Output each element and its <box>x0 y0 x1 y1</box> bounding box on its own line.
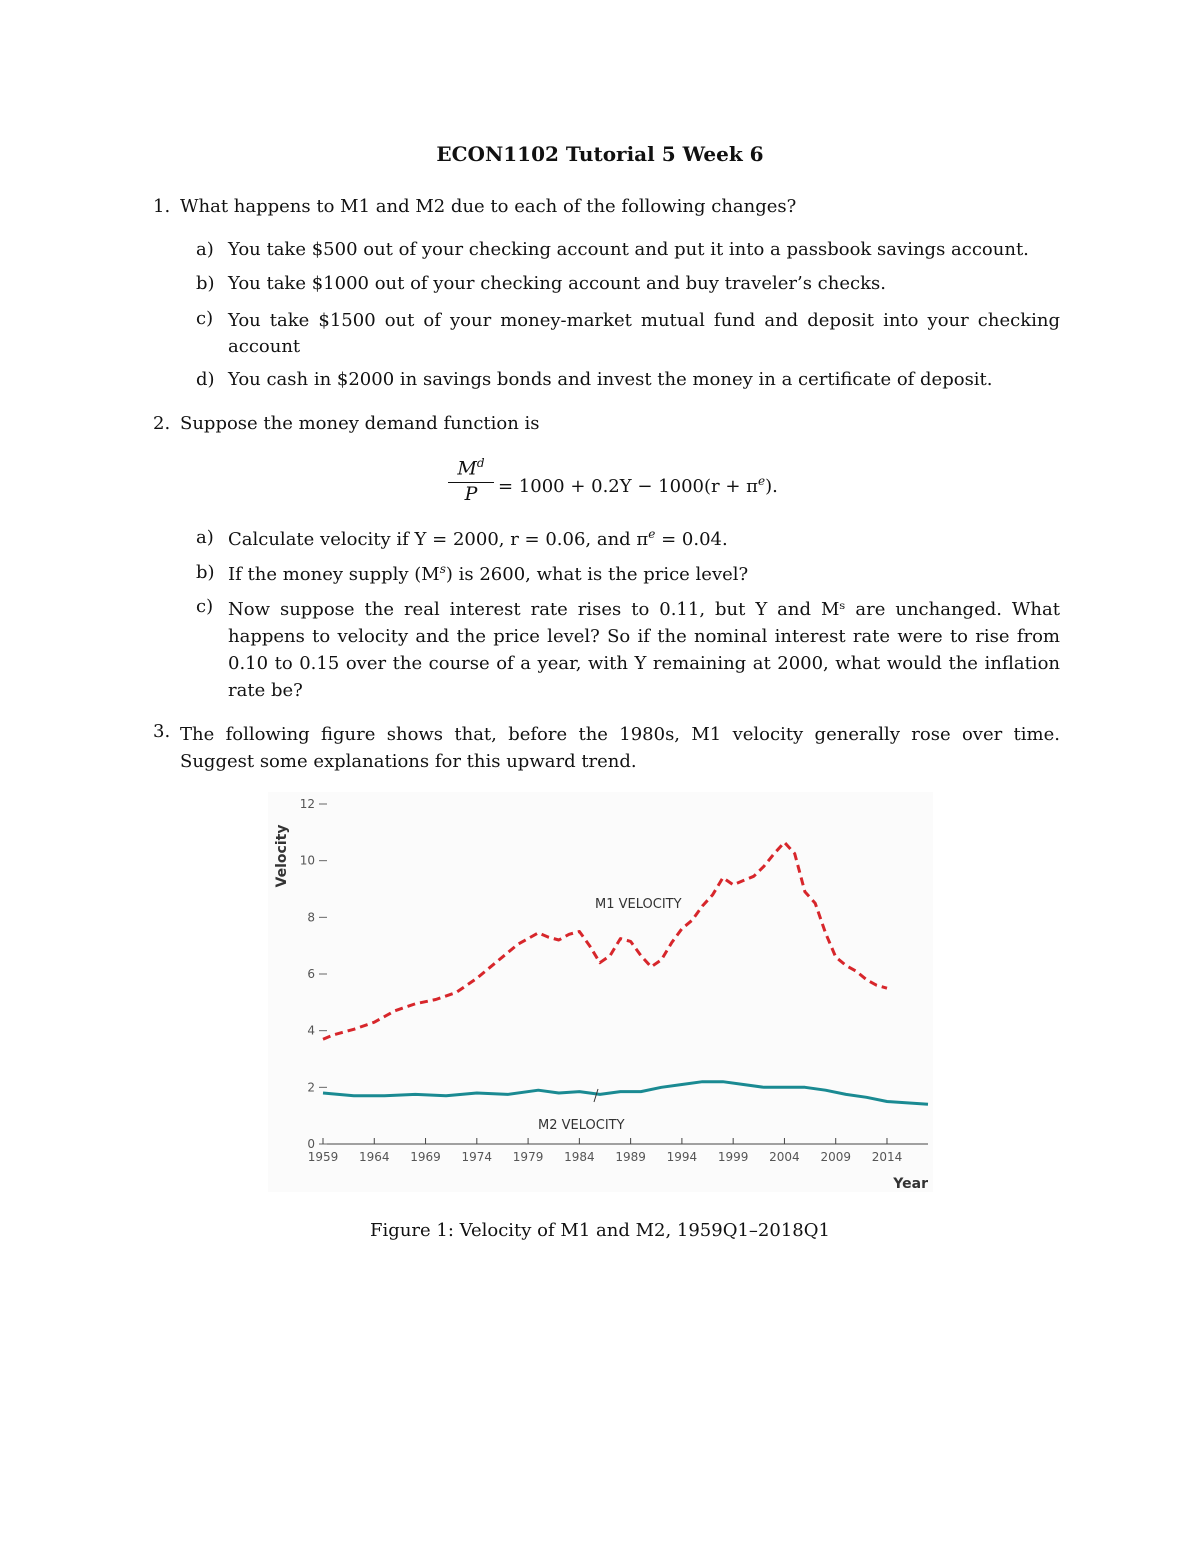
q2-a-label: a) <box>196 527 214 548</box>
x-tick-label: 1984 <box>564 1150 595 1164</box>
m1-series-label: M1 VELOCITY <box>595 897 682 912</box>
q1-a-label: a) <box>196 239 214 260</box>
question-1-number: 1. <box>153 196 171 217</box>
q2-b-text: If the money supply $(M^s)$ is 2600, what is the price level? <box>228 562 749 585</box>
x-tick-label: 1974 <box>461 1150 493 1164</box>
x-tick-label: 1989 <box>615 1150 646 1164</box>
q2-c-text: Now suppose the real interest rate rises to 0.11, but Y and Mˢ are unchanged. What happens to velocity and the price level? So if the nominal interest rate were to rise from 0.10 to 0.15 over the course of a year, with Y remaining at 2000, what would the inflation rate be? <box>228 599 1060 701</box>
velocity-line-chart <box>268 792 933 1192</box>
q1-c-label: c) <box>196 308 214 329</box>
y-tick-label: 8 <box>307 910 315 925</box>
y-tick-label: 12 <box>299 797 315 811</box>
q1-a-text: You take $500 out of your checking account and put it into a passbook savings account. <box>228 239 1029 260</box>
q1-b-label: b) <box>196 273 215 294</box>
equation-fraction <box>448 456 494 505</box>
fraction-denominator: P <box>464 483 478 505</box>
q2-a-text: Calculate velocity if Y = 2000, r = 0.06, and $\pi^e = 0.04$. <box>228 527 728 550</box>
q1-d-text: You cash in $2000 in savings bonds and invest the money in a certificate of deposit. <box>228 369 993 390</box>
y-tick-label: 0 <box>307 1137 315 1151</box>
y-axis-label: Velocity <box>274 824 290 888</box>
question-3-number: 3. <box>153 721 171 742</box>
x-tick-label: 1969 <box>410 1150 441 1164</box>
q2-b-label: b) <box>196 562 215 583</box>
y-tick-label: 6 <box>307 967 315 981</box>
question-2-number: 2. <box>153 413 171 434</box>
x-tick-label: 1964 <box>358 1150 390 1164</box>
x-tick-label: 1999 <box>717 1150 749 1164</box>
q1-d-label: d) <box>196 369 215 390</box>
q2-c-label: c) <box>196 596 214 617</box>
x-axis-label: Year <box>893 1176 928 1192</box>
y-tick-label: 4 <box>307 1023 315 1038</box>
x-tick-label: 2014 <box>871 1150 903 1164</box>
equation-rhs: = $1000 + 0.2Y - 1000(r + \pi^e)$. <box>498 474 778 497</box>
figure-caption: Figure 1: Velocity of M1 and M2, 1959Q1–2018Q1 <box>370 1220 830 1241</box>
q1-c-text: You take $1500 out of your money-market mutual fund and deposit into your checking account <box>228 310 1060 357</box>
x-tick-label: 2009 <box>820 1150 851 1164</box>
question-3-text: The following figure shows that, before the 1980s, M1 velocity generally rose over time. Suggest some explanations for this upward trend. <box>180 724 1060 772</box>
y-tick-label: 2 <box>307 1080 315 1095</box>
m2-series-label: M2 VELOCITY <box>538 1118 625 1133</box>
fraction-numerator: $M^d$ <box>457 456 485 480</box>
document-title: ECON1102 Tutorial 5 Week 6 <box>436 142 764 166</box>
x-tick-label: 1994 <box>666 1150 698 1164</box>
y-tick-label: 10 <box>299 853 315 868</box>
question-1-text: What happens to M1 and M2 due to each of the following changes? <box>180 196 797 217</box>
x-tick-label: 2004 <box>769 1150 800 1164</box>
q1-b-text: You take $1000 out of your checking account and buy traveler’s checks. <box>228 273 886 294</box>
x-tick-label: 1959 <box>307 1150 339 1164</box>
question-2-text: Suppose the money demand function is <box>180 413 540 434</box>
money-demand-equation <box>448 456 808 516</box>
x-tick-label: 1979 <box>512 1150 544 1164</box>
